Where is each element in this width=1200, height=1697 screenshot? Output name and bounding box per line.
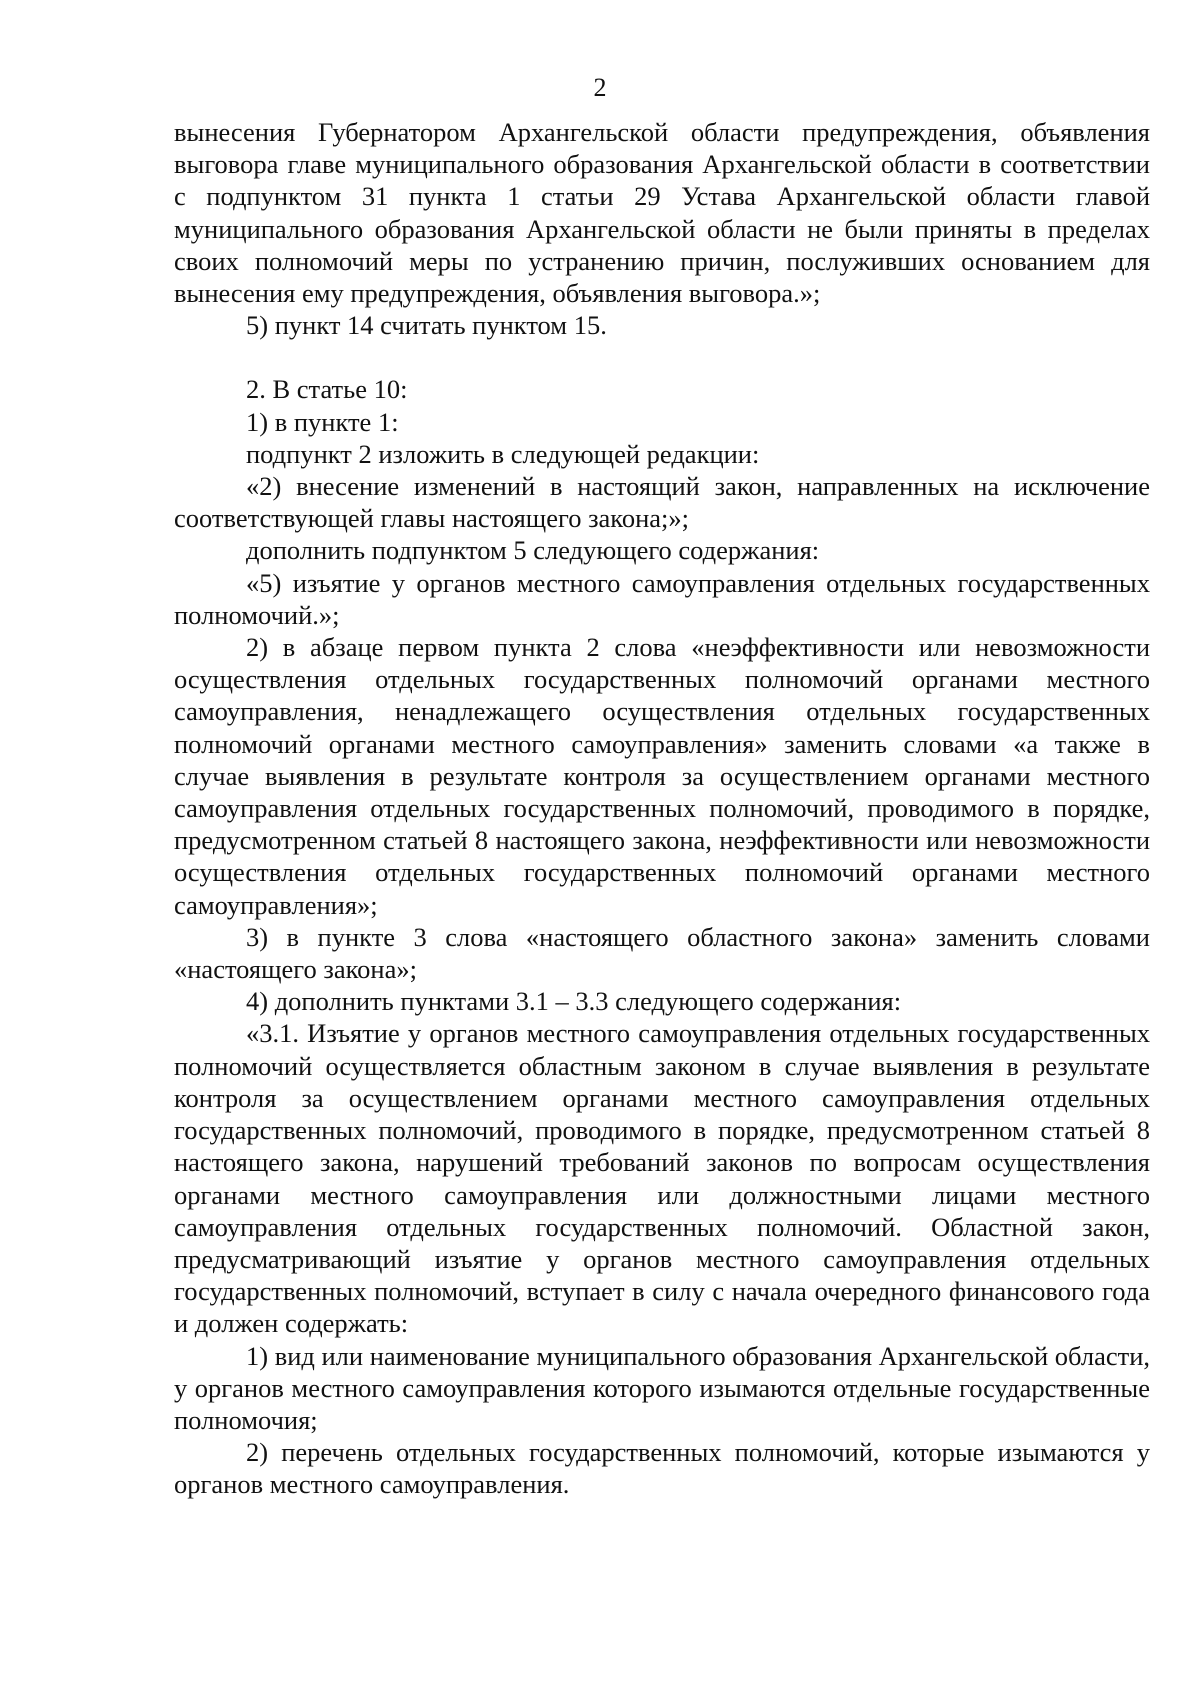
paragraph-item-5: 5) пункт 14 считать пунктом 15. (246, 310, 607, 341)
paragraph-point-3-1-sub-2: 2) перечень отдельных государственных полномочий, которые изымаются у органов местного самоуправления. (174, 1437, 1150, 1500)
paragraph-item-3: 3) в пункте 3 слова «настоящего областного закона» заменить словами «настоящего закона»; (174, 921, 1150, 985)
paragraph-subitem-5-intro: дополнить подпунктом 5 следующего содержания: (246, 535, 820, 566)
paragraph-continuation: вынесения Губернатором Архангельской области предупреждения, объявления выговора главе муниципального образования Архангельской области в соответствии с подпунктом 31 пункта 1 статьи 29 Устава Архангельской области главой муниципального образования Архангельской области не были приняты в пределах своих полномочий меры по устранению причин, послуживших основанием для вынесения ему предупреждения, объявления выговора.»; (174, 117, 1150, 309)
document-body (174, 116, 1150, 1501)
page-number: 2 (593, 73, 607, 102)
paragraph-subitem-5-text: «5) изъятие у органов местного самоуправления отдельных государственных полномочий.»; (174, 567, 1150, 630)
paragraph-point-3-1-sub-1: 1) вид или наименование муниципального образования Архангельской области, у органов местного самоуправления которого изымаются отдельные государственные полномочия; (174, 1340, 1151, 1435)
paragraph-article-10-heading: 2. В статье 10: (246, 374, 408, 405)
paragraph-subitem-2-text: «2) внесение изменений в настоящий закон, направленных на исключение соответствующей главы настоящего закона;»; (174, 471, 1150, 534)
paragraph-point-3-1: «3.1. Изъятие у органов местного самоуправления отдельных государственных полномочий осуществляется областным законом в случае выявления в результате контроля за осуществлением органами местного самоуправления отдельных государственных полномочий, проводимого в порядке, предусмотренном статьей 8 настоящего закона, нарушений требований законов по вопросам осуществления органами местного самоуправления или должностными лицами местного самоуправления отдельных государственных полномочий. Областной закон, предусматривающий изъятие у органов местного самоуправления отдельных государственных полномочий, вступает в силу с начала очередного финансового года и должен содержать: (174, 1018, 1150, 1339)
paragraph-item-1: 1) в пункте 1: (246, 406, 399, 437)
paragraph-item-2: 2) в абзаце первом пункта 2 слова «неэффективности или невозможности осуществления отдельных государственных полномочий органами местного самоуправления, ненадлежащего осуществления отдельных государственных полномочий органами местного самоуправления» заменить словами «а также в случае выявления в результате контроля за осуществлением органами местного самоуправления отдельных государственных полномочий, проводимого в порядке, предусмотренном статьей 8 настоящего закона, неэффективности или невозможности осуществления отдельных государственных полномочий органами местного самоуправления»; (174, 632, 1150, 920)
paragraph-item-4: 4) дополнить пунктами 3.1 – 3.3 следующего содержания: (246, 986, 902, 1017)
paragraph-subitem-2-intro: подпункт 2 изложить в следующей редакции: (246, 438, 760, 469)
